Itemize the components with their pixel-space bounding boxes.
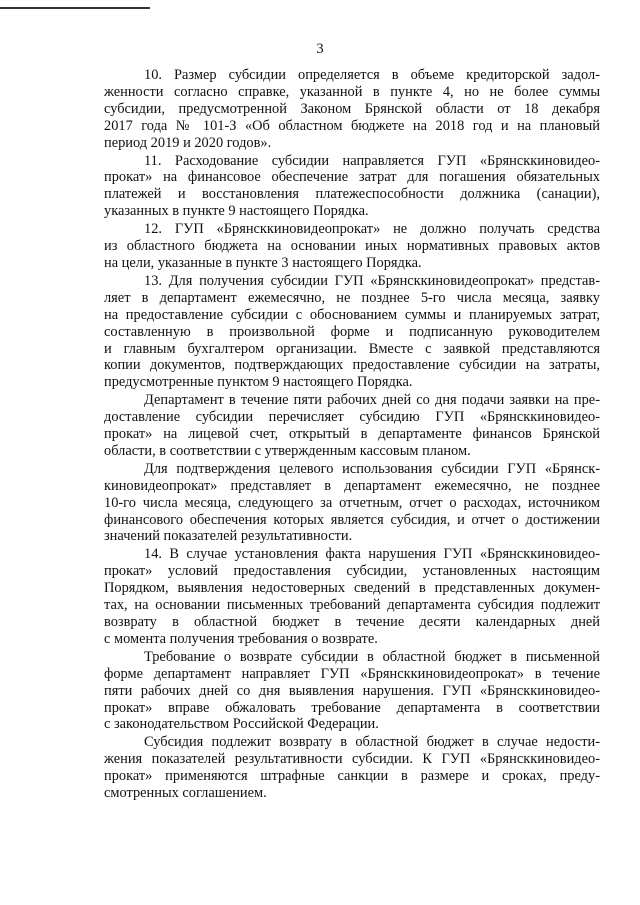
paragraph-line: смотренных соглашением. [104, 785, 267, 802]
paragraph-line: Для подтверждения целевого использования субсидии ГУП «Брянск- [144, 460, 600, 477]
paragraph-2 [104, 153, 600, 221]
paragraph-line: Требование о возврате субсидии в областной бюджет в письменной [144, 648, 600, 665]
paragraph-line: финансового обеспечения которых является субсидия, и отчет о достижении [104, 511, 600, 528]
paragraph-3 [104, 221, 600, 272]
paragraph-line: с момента получения требования о возврате. [104, 630, 378, 647]
paragraph-line: 12. ГУП «Брянсккиновидеопрокат» не должно получать средства [144, 221, 600, 238]
paragraph-line: прокат» вправе обжаловать требование департамента в соответствии [104, 699, 600, 716]
paragraph-line: копии документов, подтверждающих предоставление субсидии на затраты, [104, 357, 600, 374]
paragraph-line: 10. Размер субсидии определяется в объеме кредиторской задол- [144, 67, 600, 83]
paragraph-line: области, в соответствии с утвержденным кассовым планом. [104, 442, 471, 459]
paragraph-line: прокат» применяются штрафные санкции в размере и сроках, преду- [104, 768, 600, 785]
paragraph-line: 2017 года № 101-З «Об областном бюджете на 2018 год и на плановый [104, 117, 600, 134]
paragraph-line: доставление субсидии перечисляет субсидию ГУП «Брянсккиновидео- [104, 409, 600, 426]
paragraph-line: период 2019 и 2020 годов». [104, 134, 272, 151]
paragraph-line: прокат» на финансовое обеспечение затрат для погашения обязательных [104, 169, 600, 186]
paragraph-line: 11. Расходование субсидии направляется ГУП «Брянсккиновидео- [144, 152, 600, 169]
paragraph-5 [104, 392, 600, 460]
paragraph-line: прокат» условий предоставления субсидии, установленных настоящим [104, 563, 600, 580]
paragraph-4 [104, 273, 600, 391]
paragraph-line: 10-го числа месяца, следующего за отчетным, отчет о расходах, источником [104, 494, 600, 511]
paragraph-7 [104, 546, 600, 647]
paragraph-line: предусмотренные пунктом 9 настоящего Порядка. [104, 374, 413, 391]
paragraph-line: форме департамент направляет ГУП «Брянсккиновидеопрокат» в течение [104, 665, 600, 682]
paragraph-line: Порядком, выявления недостоверных сведений в представленных докумен- [104, 580, 600, 597]
paragraph-line: из областного бюджета на основании иных нормативных правовых актов [104, 238, 600, 255]
paragraph-9 [104, 734, 600, 802]
paragraph-line: указанных в пункте 9 настоящего Порядка. [104, 203, 369, 220]
paragraph-line: 14. В случае установления факта нарушения ГУП «Брянсккиновидео- [144, 546, 600, 563]
paragraph-1 [104, 67, 600, 152]
paragraph-line: на предоставление субсидии с обоснованием суммы и планируемых затрат, [104, 306, 600, 323]
paragraph-line: с законодательством Российской Федерации. [104, 716, 379, 733]
paragraph-line: 13. Для получения субсидии ГУП «Брянсккиновидеопрокат» представ- [144, 272, 600, 289]
paragraph-line: возврату в областной бюджет в течение десяти календарных дней [104, 614, 600, 630]
paragraph-line: субсидии, предусмотренной Законом Брянской области от 18 декабря [104, 100, 600, 117]
paragraph-line: Департамент в течение пяти рабочих дней со дня подачи заявки на пре- [144, 392, 600, 409]
paragraph-line: жения показателей результативности субсидии. К ГУП «Брянсккиновидео- [104, 751, 600, 768]
paragraph-line: женности согласно справке, указанной в пункте 4, но не более суммы [104, 83, 600, 100]
document-body [104, 67, 600, 802]
paragraph-6 [104, 461, 600, 546]
paragraph-line: пяти рабочих дней со дня выявления нарушения. ГУП «Брянсккиновидео- [104, 682, 600, 699]
paragraph-line: прокат» на лицевой счет, открытый в департаменте финансов Брянской [104, 426, 600, 443]
paragraph-line: значений показателей результативности. [104, 528, 353, 545]
paragraph-line: ляет в департамент ежемесячно, не позднее 5-го числа месяца, заявку [104, 289, 600, 306]
top-rule [0, 7, 150, 9]
paragraph-line: киновидеопрокат» представляет в департамент ежемесячно, не позднее [104, 477, 600, 494]
page-number: 3 [316, 41, 324, 57]
paragraph-line: тах, на основании письменных требований департамента субсидия подлежит [104, 597, 600, 614]
paragraph-line: Субсидия подлежит возврату в областной бюджет в случае недости- [144, 734, 600, 751]
paragraph-8 [104, 649, 600, 734]
paragraph-line: составленную в произвольной форме и подписанную руководителем [104, 323, 600, 340]
paragraph-line: платежей и восстановления платежеспособности должника (санации), [104, 186, 600, 203]
paragraph-line: и главным бухгалтером организации. Вместе с заявкой представляются [104, 340, 600, 357]
paragraph-line: на цели, указанные в пункте 3 настоящего Порядка. [104, 254, 422, 271]
